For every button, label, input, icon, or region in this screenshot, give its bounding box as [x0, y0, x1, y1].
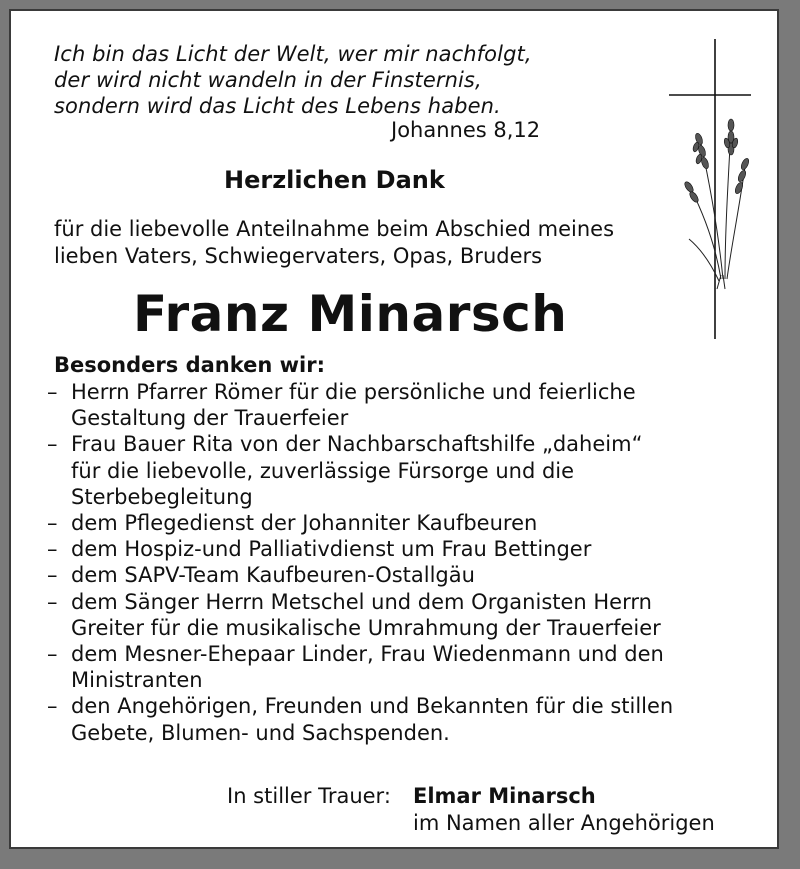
dash-bullet: – — [47, 694, 58, 719]
special-thanks-heading: Besonders danken wir: — [54, 353, 325, 377]
verse-reference: Johannes 8,12 — [391, 118, 541, 142]
list-item: – Frau Bauer Rita von der Nachbarschaftshilfe „daheim“ für die liebevolle, zuverlässige Fürsorge und die Sterbebegleitung — [47, 432, 643, 509]
dash-bullet: – — [47, 537, 58, 562]
dash-bullet: – — [47, 642, 58, 667]
dash-bullet: – — [47, 380, 58, 404]
signature-name: Elmar Minarsch — [413, 784, 596, 808]
signature-subline: im Namen aller Angehörigen — [413, 811, 715, 835]
cross-with-wheat-icon — [661, 39, 751, 339]
dash-bullet: – — [47, 432, 58, 457]
dash-bullet: – — [47, 563, 58, 588]
list-item: – dem SAPV-Team Kaufbeuren-Ostallgäu — [47, 563, 475, 588]
intro-text — [54, 216, 614, 270]
intro-line: lieben Vaters, Schwiegervaters, Opas, Bruders — [54, 244, 543, 268]
signature-label: In stiller Trauer: — [227, 784, 391, 808]
list-item: – dem Pflegedienst der Johanniter Kaufbeuren — [47, 511, 538, 536]
verse-line: Ich bin das Licht der Welt, wer mir nachfolgt, — [54, 42, 532, 66]
list-item: – dem Mesner-Ehepaar Linder, Frau Wiedenmann und den Ministranten — [47, 642, 664, 693]
list-item: – dem Hospiz-und Palliativdienst um Frau Bettinger — [47, 537, 592, 562]
dash-bullet: – — [47, 511, 58, 536]
bible-verse — [54, 41, 614, 119]
list-item: – Herrn Pfarrer Römer für die persönliche und feierliche Gestaltung der Trauerfeier — [47, 380, 636, 431]
verse-line: der wird nicht wandeln in der Finsternis, — [54, 68, 482, 92]
verse-line: sondern wird das Licht des Lebens haben. — [54, 94, 501, 118]
dash-bullet: – — [47, 589, 58, 614]
list-item: – dem Sänger Herrn Metschel und dem Organisten Herrn Greiter für die musikalische Umrahmung der Trauerfeier — [47, 589, 661, 640]
deceased-name: Franz Minarsch — [133, 285, 568, 343]
intro-line: für die liebevolle Anteilnahme beim Abschied meines — [54, 217, 615, 241]
obituary-card — [9, 9, 779, 849]
thanks-heading: Herzlichen Dank — [224, 166, 445, 194]
thanks-list — [47, 379, 754, 746]
list-item: – den Angehörigen, Freunden und Bekannten für die stillen Gebete, Blumen- und Sachspenden. — [47, 694, 674, 745]
